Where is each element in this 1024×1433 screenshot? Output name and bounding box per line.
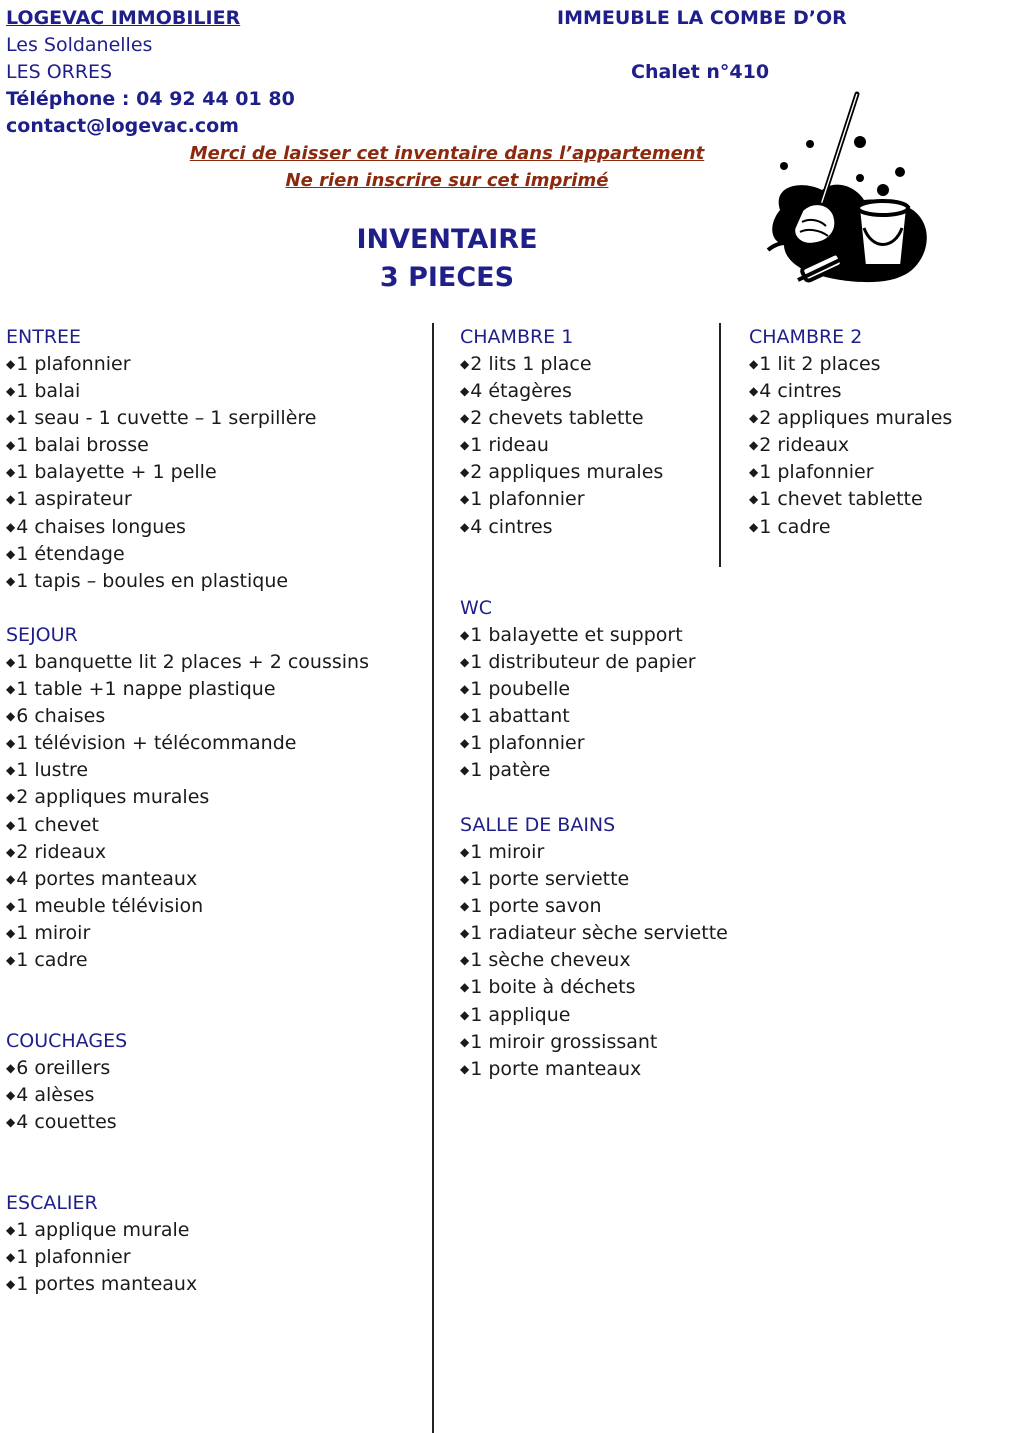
bullet-icon: ◆ (460, 1034, 470, 1049)
item-list (460, 839, 728, 1083)
bullet-icon: ◆ (6, 492, 16, 507)
list-item (460, 920, 728, 947)
item-text: 2 lits 1 place (470, 353, 592, 375)
bullet-icon: ◆ (460, 1007, 470, 1022)
item-text: 1 télévision + télécommande (16, 732, 297, 755)
bullet-icon: ◆ (6, 682, 16, 697)
bullet-icon: ◆ (6, 438, 16, 453)
agency-name: LOGEVAC IMMOBILIER (6, 7, 241, 29)
item-text: 1 patère (470, 759, 551, 782)
item-text: 1 table +1 nappe plastique (16, 678, 276, 701)
item-list (6, 351, 317, 595)
section-entree (6, 324, 317, 595)
item-text: 1 plafonnier (16, 353, 131, 375)
item-text: 1 banquette lit 2 places + 2 coussins (16, 651, 369, 673)
item-list (6, 649, 369, 974)
item-text: 1 balai (16, 380, 81, 403)
list-item (6, 730, 369, 757)
list-item (460, 839, 728, 866)
item-text: 1 plafonnier (470, 488, 585, 511)
list-item (6, 541, 317, 568)
section-wc (460, 595, 696, 785)
item-text: 1 poubelle (470, 678, 571, 701)
item-text: 1 miroir grossissant (470, 1030, 658, 1053)
item-text: 1 porte manteaux (470, 1057, 642, 1080)
bullet-icon: ◆ (460, 980, 470, 995)
item-text: 2 chevets tablette (470, 407, 644, 430)
section-title: COUCHAGES (6, 1030, 128, 1052)
list-item (749, 351, 952, 378)
bullet-icon: ◆ (6, 1061, 16, 1075)
bullet-icon: ◆ (460, 411, 470, 426)
item-text: 1 chevet (16, 813, 99, 836)
bullet-icon: ◆ (6, 357, 16, 371)
bullet-icon: ◆ (460, 926, 470, 941)
bullet-icon: ◆ (749, 492, 759, 507)
list-item (460, 378, 663, 405)
item-text: 1 porte serviette (470, 868, 630, 891)
item-text: 2 appliques murales (470, 461, 664, 484)
building-name: IMMEUBLE LA COMBE D’OR (557, 7, 847, 29)
section-title: WC (460, 597, 493, 619)
list-item (6, 514, 317, 541)
bullet-icon: ◆ (6, 546, 16, 561)
item-text: 2 rideaux (759, 434, 850, 457)
list-item (749, 486, 952, 513)
item-text: 1 balai brosse (16, 434, 149, 457)
item-text: 1 abattant (470, 705, 570, 728)
item-text: 4 cintres (759, 380, 842, 403)
list-item (6, 784, 369, 811)
list-item (6, 757, 369, 784)
list-item (6, 378, 317, 405)
list-item (6, 459, 317, 486)
bullet-icon: ◆ (6, 925, 16, 940)
list-item (460, 459, 663, 486)
section-escalier (6, 1190, 197, 1298)
list-item (6, 947, 369, 974)
list-item (6, 866, 369, 893)
item-text: 1 boite à déchets (470, 976, 636, 999)
bullet-icon: ◆ (6, 411, 16, 426)
bullet-icon: ◆ (749, 384, 759, 399)
bullet-icon: ◆ (460, 1061, 470, 1076)
agency-email: contact@logevac.com (6, 115, 239, 137)
column-divider-left (432, 323, 434, 1433)
bullet-icon: ◆ (6, 1088, 16, 1103)
bullet-icon: ◆ (6, 709, 16, 724)
item-text: 1 miroir (470, 841, 545, 863)
section-chambre1 (460, 324, 663, 541)
bullet-icon: ◆ (460, 899, 470, 914)
bullet-icon: ◆ (460, 736, 470, 751)
bullet-icon: ◆ (6, 844, 16, 859)
list-item (460, 486, 663, 513)
bullet-icon: ◆ (460, 655, 470, 670)
list-item (749, 459, 952, 486)
item-text: 1 lit 2 places (759, 353, 881, 375)
list-item (749, 432, 952, 459)
cleaning-clipart-icon (762, 90, 934, 295)
item-text: 4 étagères (470, 380, 572, 403)
item-list (6, 1055, 127, 1136)
section-couchages (6, 1028, 127, 1136)
list-item (6, 1055, 127, 1082)
list-item (460, 866, 728, 893)
bullet-icon: ◆ (460, 763, 470, 778)
list-item (460, 622, 696, 649)
item-text: 1 étendage (16, 542, 125, 565)
item-text: 1 lustre (16, 759, 89, 782)
chalet-number: Chalet n°410 (631, 61, 770, 83)
bullet-icon: ◆ (460, 628, 470, 642)
section-chambre2 (749, 324, 952, 541)
item-text: 2 rideaux (16, 840, 107, 863)
list-item (6, 1217, 197, 1244)
list-item (6, 432, 317, 459)
item-list (460, 622, 696, 785)
list-item (460, 351, 663, 378)
bullet-icon: ◆ (6, 519, 16, 534)
section-title: ESCALIER (6, 1192, 98, 1214)
bullet-icon: ◆ (6, 573, 16, 588)
item-list (749, 351, 952, 541)
bullet-icon: ◆ (460, 465, 470, 480)
section-sejour (6, 622, 369, 974)
section-title: ENTREE (6, 326, 82, 348)
list-item (460, 730, 696, 757)
notice-do-not-write: Ne rien inscrire sur cet imprimé (285, 170, 609, 191)
bullet-icon: ◆ (6, 655, 16, 669)
list-item (6, 649, 369, 676)
item-text: 1 seau - 1 cuvette – 1 serpillère (16, 407, 317, 430)
list-item (460, 514, 663, 541)
list-item (460, 649, 696, 676)
bullet-icon: ◆ (460, 492, 470, 507)
item-text: 6 chaises (16, 705, 106, 728)
list-item (6, 1082, 127, 1109)
bullet-icon: ◆ (6, 1115, 16, 1130)
list-item (6, 703, 369, 730)
item-text: 1 plafonnier (16, 1246, 131, 1269)
bullet-icon: ◆ (460, 845, 470, 859)
bullet-icon: ◆ (749, 438, 759, 453)
bullet-icon: ◆ (6, 871, 16, 886)
item-list (6, 1217, 197, 1298)
list-item (6, 676, 369, 703)
bullet-icon: ◆ (460, 953, 470, 968)
item-text: 1 miroir (16, 921, 91, 944)
bullet-icon: ◆ (6, 763, 16, 778)
list-item (6, 920, 369, 947)
item-text: 1 rideau (470, 434, 549, 457)
list-item (6, 1244, 197, 1271)
item-text: 4 chaises longues (16, 515, 186, 538)
list-item (6, 405, 317, 432)
bullet-icon: ◆ (749, 519, 759, 534)
bullet-icon: ◆ (749, 411, 759, 426)
item-text: 2 appliques murales (759, 407, 953, 430)
list-item (460, 1029, 728, 1056)
bullet-icon: ◆ (6, 898, 16, 913)
item-text: 1 applique murale (16, 1219, 190, 1241)
item-list (460, 351, 663, 541)
item-text: 1 meuble télévision (16, 894, 204, 917)
item-text: 1 cadre (759, 515, 831, 538)
item-text: 2 appliques murales (16, 786, 210, 809)
bullet-icon: ◆ (460, 438, 470, 453)
bullet-icon: ◆ (6, 953, 16, 968)
item-text: 6 oreillers (16, 1057, 111, 1079)
agency-address-line1: Les Soldanelles (6, 34, 153, 56)
column-divider-right (719, 323, 721, 567)
bullet-icon: ◆ (460, 519, 470, 534)
list-item (6, 351, 317, 378)
list-item (460, 757, 696, 784)
list-item (6, 839, 369, 866)
bullet-icon: ◆ (460, 384, 470, 399)
list-item (749, 378, 952, 405)
list-item (460, 432, 663, 459)
item-text: 4 portes manteaux (16, 867, 198, 890)
item-text: 1 porte savon (470, 895, 602, 918)
bullet-icon: ◆ (749, 357, 759, 371)
list-item (6, 812, 369, 839)
item-text: 1 radiateur sèche serviette (470, 922, 728, 945)
item-text: 1 balayette et support (470, 624, 683, 646)
list-item (6, 1109, 127, 1136)
section-title: SEJOUR (6, 624, 78, 646)
bullet-icon: ◆ (6, 465, 16, 480)
item-text: 1 aspirateur (16, 488, 132, 511)
item-text: 1 sèche cheveux (470, 949, 631, 972)
item-text: 1 portes manteaux (16, 1273, 198, 1296)
item-text: 1 distributeur de papier (470, 651, 696, 674)
agency-address-line2: LES ORRES (6, 61, 113, 83)
item-text: 1 tapis – boules en plastique (16, 569, 289, 592)
list-item (6, 568, 317, 595)
item-text: 4 alèses (16, 1084, 95, 1107)
item-text: 1 cadre (16, 949, 88, 972)
list-item (460, 405, 663, 432)
section-title: SALLE DE BAINS (460, 814, 616, 836)
item-text: 4 cintres (470, 515, 553, 538)
bullet-icon: ◆ (460, 709, 470, 724)
list-item (749, 514, 952, 541)
list-item (460, 1002, 728, 1029)
agency-phone: Téléphone : 04 92 44 01 80 (6, 88, 295, 110)
list-item (460, 974, 728, 1001)
bullet-icon: ◆ (460, 872, 470, 887)
bullet-icon: ◆ (6, 1250, 16, 1265)
bullet-icon: ◆ (6, 817, 16, 832)
bullet-icon: ◆ (6, 1223, 16, 1237)
page-title: INVENTAIRE (356, 224, 538, 255)
bullet-icon: ◆ (6, 384, 16, 399)
item-text: 1 applique (470, 1003, 571, 1026)
page-subtitle: 3 PIECES (379, 262, 515, 293)
bullet-icon: ◆ (749, 465, 759, 480)
section-salle-de-bains (460, 812, 728, 1083)
list-item (6, 1271, 197, 1298)
section-title: CHAMBRE 1 (460, 326, 574, 348)
bullet-icon: ◆ (460, 357, 470, 371)
item-text: 1 plafonnier (759, 461, 874, 484)
bullet-icon: ◆ (6, 736, 16, 751)
bullet-icon: ◆ (460, 682, 470, 697)
list-item (460, 947, 728, 974)
list-item (460, 703, 696, 730)
section-title: CHAMBRE 2 (749, 326, 863, 348)
list-item (460, 676, 696, 703)
item-text: 1 balayette + 1 pelle (16, 461, 217, 484)
list-item (6, 893, 369, 920)
list-item (6, 486, 317, 513)
item-text: 1 plafonnier (470, 732, 585, 755)
notice-leave-inventory: Merci de laisser cet inventaire dans l’appartement (189, 143, 705, 164)
bullet-icon: ◆ (6, 1277, 16, 1292)
list-item (460, 1056, 728, 1083)
list-item (749, 405, 952, 432)
item-text: 4 couettes (16, 1111, 117, 1134)
bullet-icon: ◆ (6, 790, 16, 805)
item-text: 1 chevet tablette (759, 488, 923, 511)
list-item (460, 893, 728, 920)
